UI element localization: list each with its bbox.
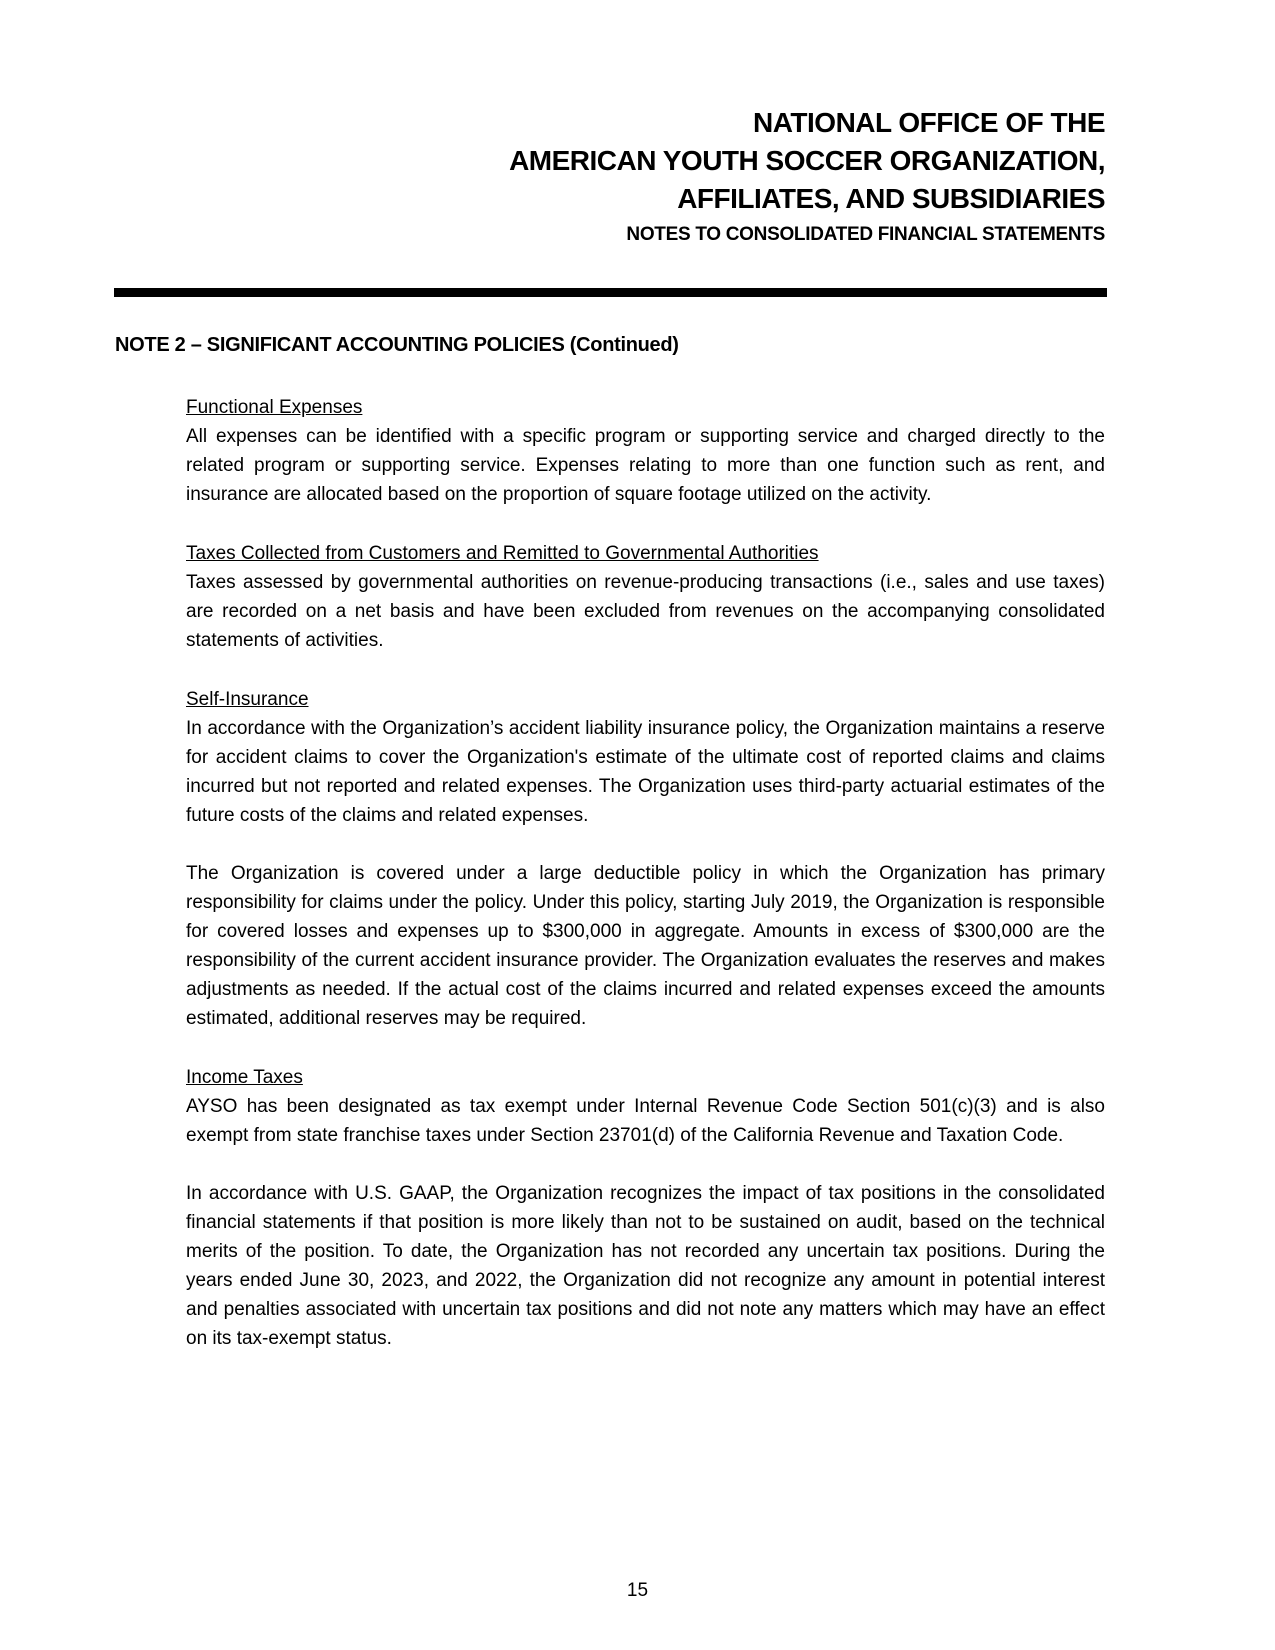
paragraph: In accordance with U.S. GAAP, the Organization recognizes the impact of tax positions in the consolidated financial statements if that position is more likely than not to be sustained on audit, based on the technical merits of the position. To date, the Organization has not recorded any uncertain tax positions. During the years ended June 30, 2023, and 2022, the Organization did not recognize any amount in potential interest and penalties associated with uncertain tax positions and did not note any matters which may have an effect on its tax-exempt status.: [186, 1183, 1105, 1349]
page-number: 15: [626, 1580, 649, 1601]
section-heading: Self-Insurance: [186, 689, 309, 710]
paragraph: AYSO has been designated as tax exempt under Internal Revenue Code Section 501(c)(3) and is also exempt from state franchise taxes under Section 23701(d) of the California Revenue and Taxation Code.: [186, 1096, 1105, 1146]
section-self-insurance: [186, 685, 1105, 1033]
paragraph: Taxes assessed by governmental authorities on revenue-producing transactions (i.e., sales and use taxes) are recorded on a net basis and have been excluded from revenues on the accompanying consolidated statements of activities.: [186, 572, 1105, 651]
document-body: [115, 334, 1105, 1383]
section-income-taxes: [186, 1063, 1105, 1353]
document-title-line-3: AFFILIATES, AND SUBSIDIARIES: [677, 183, 1105, 214]
document-title-line-1: NATIONAL OFFICE OF THE: [753, 107, 1105, 138]
note-heading: NOTE 2 – SIGNIFICANT ACCOUNTING POLICIES (Continued): [115, 334, 679, 356]
section-heading: Taxes Collected from Customers and Remitted to Governmental Authorities: [186, 543, 819, 564]
paragraph: In accordance with the Organization’s accident liability insurance policy, the Organization maintains a reserve for accident claims to cover the Organization's estimate of the ultimate cost of reported claims and claims incurred but not reported and related expenses. The Organization uses third-party actuarial estimates of the future costs of the claims and related expenses.: [186, 718, 1105, 826]
note-sections: [186, 393, 1105, 1353]
document-header: [115, 104, 1105, 248]
paragraph: All expenses can be identified with a specific program or supporting service and charged directly to the related program or supporting service. Expenses relating to more than one function such as rent, and insurance are allocated based on the proportion of square footage utilized on the activity.: [186, 426, 1105, 505]
document-title-line-2: AMERICAN YOUTH SOCCER ORGANIZATION,: [509, 145, 1105, 176]
section-heading: Functional Expenses: [186, 397, 363, 418]
section-heading: Income Taxes: [186, 1067, 303, 1088]
document-subtitle: NOTES TO CONSOLIDATED FINANCIAL STATEMENTS: [626, 224, 1105, 245]
section-taxes-collected: [186, 539, 1105, 655]
header-divider-rule: [114, 288, 1107, 297]
section-functional-expenses: [186, 393, 1105, 509]
paragraph: The Organization is covered under a large deductible policy in which the Organization has primary responsibility for claims under the policy. Under this policy, starting July 2019, the Organization is responsible for covered losses and expenses up to $300,000 in aggregate. Amounts in excess of $300,000 are the responsibility of the current accident insurance provider. The Organization evaluates the reserves and makes adjustments as needed. If the actual cost of the claims incurred and related expenses exceed the amounts estimated, additional reserves may be required.: [186, 863, 1105, 1029]
